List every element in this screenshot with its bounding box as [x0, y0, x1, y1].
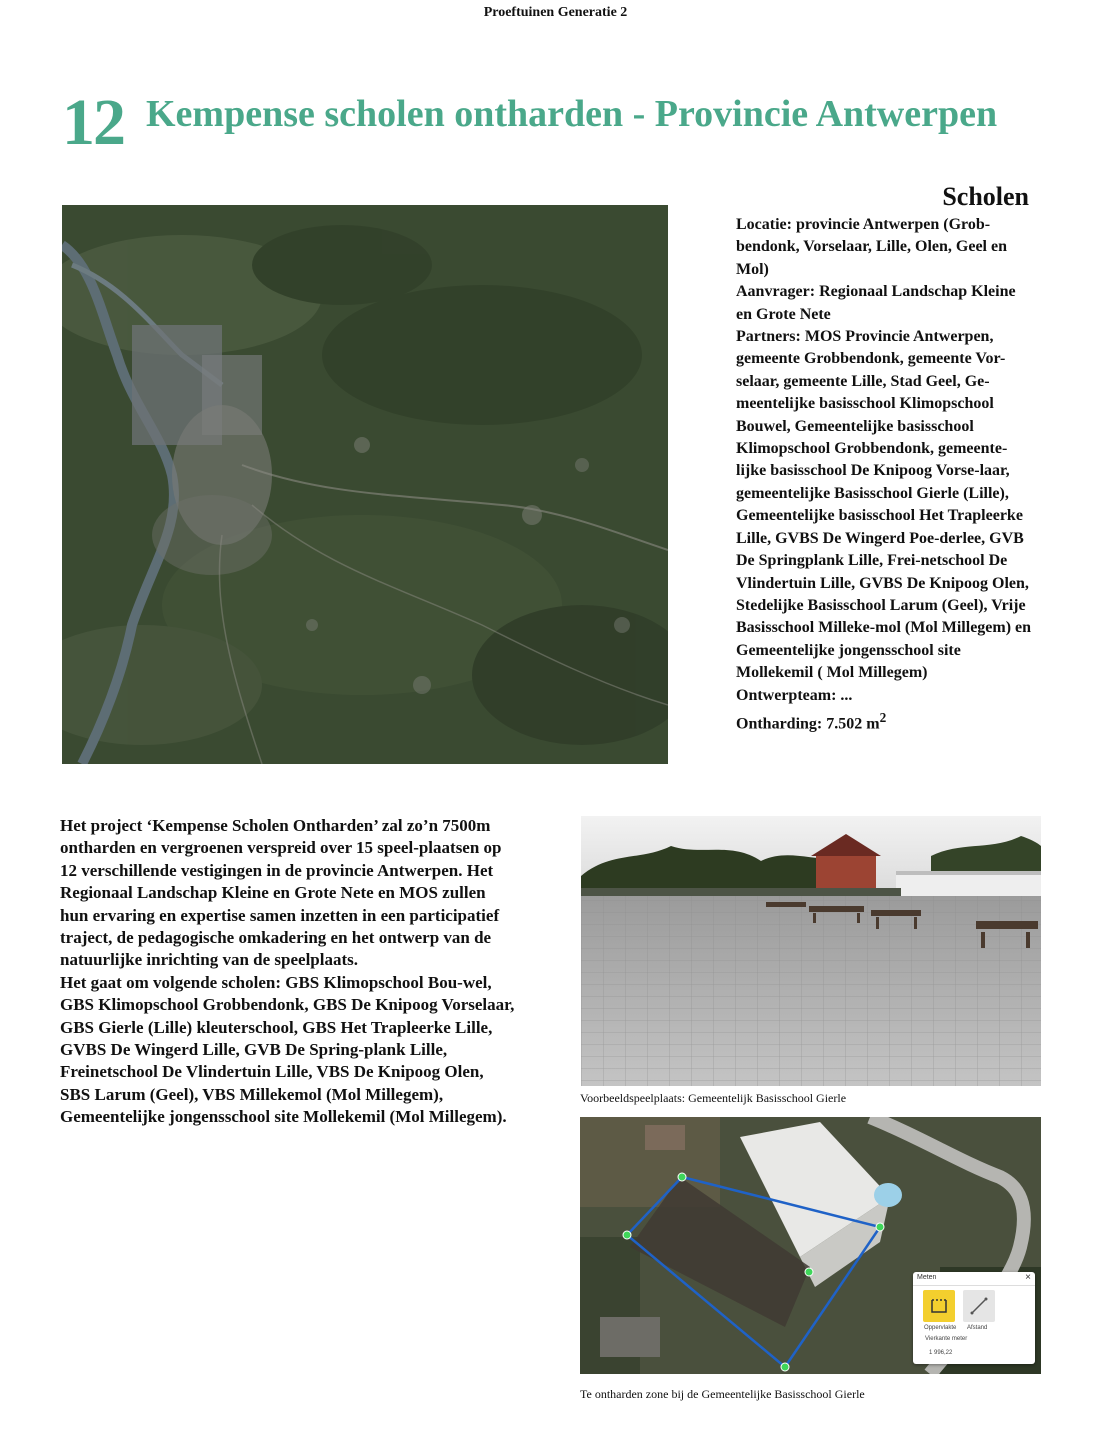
- running-header: Proeftuinen Generatie 2: [483, 5, 628, 20]
- area-tool-label: Oppervlakte: [924, 1325, 957, 1331]
- page-title: Kempense scholen ontharden - Provincie Antwerpen: [146, 93, 998, 135]
- playground-photo: [581, 816, 1041, 1086]
- body-paragraph-1: Het project ‘Kempense Scholen Ontharden’ zal zo’n 7500m ontharden en vergroenen verspreid over 15 speel-plaatsen op 12 verschillende vestigingen in de provincie Antwerpen. Het Regionaal Landschap Kleine en Grote Nete en MOS zullen hun ervaring en expertise samen inzetten in een participatief traject, de pedagogische omkadering en het ontwerp van de natuurlijke inrichting van de speelplaats.: [60, 816, 502, 970]
- area-tool-button[interactable]: [923, 1290, 955, 1322]
- info-ontwerpteam: Ontwerpteam: ...: [736, 686, 853, 704]
- unit-select[interactable]: Vierkante meter: [925, 1336, 968, 1342]
- aerial-caption: Te ontharden zone bij de Gemeentelijke Basisschool Gierle: [580, 1387, 865, 1401]
- info-ontharding: [736, 707, 1032, 736]
- info-locatie: Locatie: provincie Antwerpen (Grob-bendonk, Vorselaar, Lille, Olen, Geel en Mol): [736, 216, 1007, 278]
- chapter-number: 12: [62, 86, 124, 159]
- measured-value: 1 996,22: [929, 1350, 953, 1356]
- project-info: [736, 214, 1032, 736]
- playground-caption: Voorbeeldspeelplaats: Gemeentelijk Basisschool Gierle: [580, 1091, 847, 1105]
- info-aanvrager: Aanvrager: Regionaal Landschap Kleine en Grote Nete: [736, 283, 1016, 323]
- satellite-map-image: [62, 205, 668, 764]
- ontharding-value: Ontharding: 7.502 m: [736, 715, 880, 733]
- close-icon[interactable]: ×: [1025, 1272, 1031, 1283]
- body-text: [60, 815, 518, 1129]
- body-paragraph-2: Het gaat om volgende scholen: GBS Klimopschool Bou-wel, GBS Klimopschool Grobbendonk, GBS De Knipoog Vorselaar, GBS Gierle (Lille) kleuterschool, GBS Het Trapleerke Lille, GVBS De Wingerd Lille, GVB De Spring-plank Lille, Freinetschool De Vlindertuin Lille, VBS De Knipoog Olen, SBS Larum (Geel), VBS Millekemol (Mol Millegem), Gemeentelijke jongensschool site Mollekemil (Mol Millegem).: [60, 972, 515, 1127]
- measure-panel-header: [913, 1272, 1035, 1286]
- sidebar-heading: Scholen: [942, 182, 1029, 211]
- distance-measure-icon: [963, 1290, 995, 1322]
- measure-tool-panel[interactable]: [913, 1272, 1035, 1364]
- distance-tool-button[interactable]: [963, 1290, 995, 1322]
- area-measure-icon: [923, 1290, 955, 1322]
- ontharding-unit-exponent: 2: [879, 709, 887, 725]
- measure-panel-title: Meten: [917, 1274, 937, 1281]
- distance-tool-label: Afstand: [967, 1325, 988, 1331]
- info-partners: Partners: MOS Provincie Antwerpen, gemeente Grobbendonk, gemeente Vor-selaar, gemeente Lille, Stad Geel, Ge-meentelijke basisschool Klimopschool Bouwel, Gemeentelijke basisschool Klimopschool Grobbendonk, gemeente-lijke basisschool De Knipoog Vorse-laar, gemeentelijke Basisschool Gierle (Lille), Gemeentelijke basisschool Het Trapleerke Lille, GVBS De Wingerd Poe-derlee, GVB De Springplank Lille, Frei-netschool De Vlindertuin Lille, GVBS De Knipoog Olen, Stedelijke Basisschool Larum (Geel), Vrije Basisschool Milleke-mol (Mol Millegem) en Gemeentelijke jongensschool site Mollekemil ( Mol Millegem): [736, 328, 1032, 682]
